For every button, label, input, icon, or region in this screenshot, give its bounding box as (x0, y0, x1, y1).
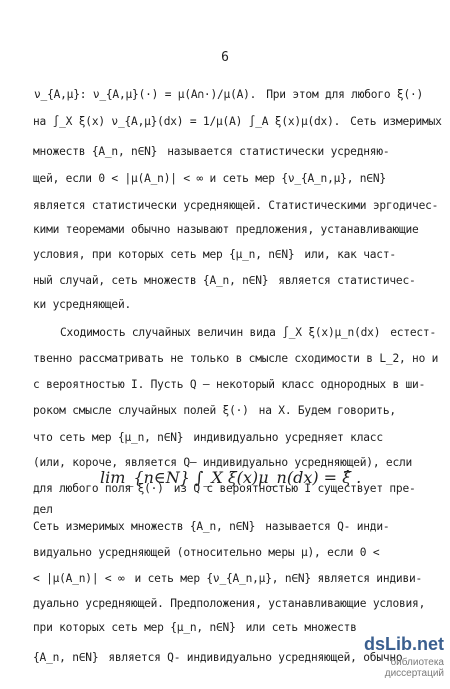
text-line (33, 597, 425, 610)
text-line-part: условия, при которых сеть мер {μ_n, n∈N} (33, 248, 295, 261)
text-line-part: роком смысле случайных полей ξ(·) (33, 404, 249, 417)
text-line-part: при которых сеть мер {μ_n, n∈N} (33, 621, 236, 634)
text-line-part: является статистичес- (278, 274, 416, 287)
text-line-part: или, как част- (304, 248, 396, 261)
text-line-part: является статистически усредняющей. Статистическими эргодичес- (33, 199, 439, 212)
text-line (33, 520, 389, 533)
text-line-part: Сходимость случайных величин вида ∫_X ξ(x)μ_n(dx) (60, 326, 381, 339)
text-line-part: ный случай, сеть множеств {A_n, n∈N} (33, 274, 269, 287)
text-line (33, 223, 419, 236)
text-line-part: для любого поля ξ(·) (33, 482, 164, 495)
text-line (33, 572, 422, 585)
text-line-part: щей, если 0 < |μ(A_n)| < ∞ и сеть мер {ν_{A_n,μ}, n∈N} (33, 172, 386, 185)
text-line-part: видуально усредняющей (относительно меры μ), если 0 < (33, 546, 380, 559)
text-line-part: твенно рассматривать не только в смысле сходимости в L_2, но и (33, 352, 439, 365)
watermark-logo: dsLib.net (364, 634, 444, 654)
text-line-part: (или, короче, является Q– индивидуально усредняющей), если (33, 456, 413, 469)
text-line-part: кими теоремами обычно называют предложения, устанавливающие (33, 223, 419, 236)
text-line (60, 326, 436, 339)
text-line-part: множеств {A_n, n∈N} (33, 145, 158, 158)
text-line (33, 145, 389, 158)
text-line-part: Сеть измеримых (350, 115, 442, 128)
text-line-part: дуально усредняющей. Предположения, устанавливающие условия, (33, 597, 426, 610)
text-line-part: из Q с вероятностью I существует пре- (173, 482, 416, 495)
text-line-part: с вероятностью I. Пусть Q – некоторый класс однородных в ши- (33, 378, 426, 391)
text-line-part: является Q- индивидуально усредняющей, обычно (108, 651, 403, 664)
text-line-part: {A_n, n∈N} (33, 651, 99, 664)
text-line (33, 404, 396, 417)
text-line (33, 199, 438, 212)
text-line-part: на ∫_X ξ(x) ν_{A,μ}(dx) = 1/μ(A) ∫_A ξ(x)μ(dx). (33, 115, 341, 128)
page-number: 6 (221, 50, 229, 65)
text-line-part: ν_{A,μ}: ν_{A,μ}(·) = μ(A∩·)/μ(A). (34, 88, 257, 101)
text-line (33, 352, 438, 365)
text-line-part: дел (33, 503, 53, 516)
watermark (334, 634, 444, 679)
watermark-caption: библиотека диссертаций (384, 657, 444, 679)
text-line-part: ки усредняющей. (33, 298, 132, 311)
text-line (33, 248, 396, 261)
text-line (33, 172, 386, 185)
text-line-part: что сеть мер {μ_n, n∈N} (33, 431, 184, 444)
text-line-part: < |μ(A_n)| < ∞ (33, 572, 125, 585)
text-line (34, 88, 423, 101)
text-line-part: При этом для любого ξ(·) (266, 88, 424, 101)
text-line (33, 503, 53, 516)
text-line (33, 431, 383, 444)
text-line-part: и сеть мер {ν_{A_n,μ}, n∈N} является индиви- (134, 572, 423, 585)
text-line (33, 546, 379, 559)
limit-formula: lim_{n∈N} ∫_X ξ(x)μ_n(dx) = ξ̂ . (100, 468, 362, 487)
text-line-part: называется Q- инди- (265, 520, 390, 533)
text-line-part: естест- (390, 326, 436, 339)
text-line-part: на X. Будем говорить, (258, 404, 396, 417)
text-line (33, 274, 416, 287)
text-line-part: Сеть измеримых множеств {A_n, n∈N} (33, 520, 256, 533)
text-line-part: индивидуально усредняет класс (193, 431, 383, 444)
text-line (33, 298, 131, 311)
text-line (33, 621, 357, 634)
text-line-part: или сеть множеств (245, 621, 357, 634)
text-line (33, 378, 425, 391)
text-line (33, 115, 442, 128)
text-line-part: называется статистически усредняю- (167, 145, 390, 158)
